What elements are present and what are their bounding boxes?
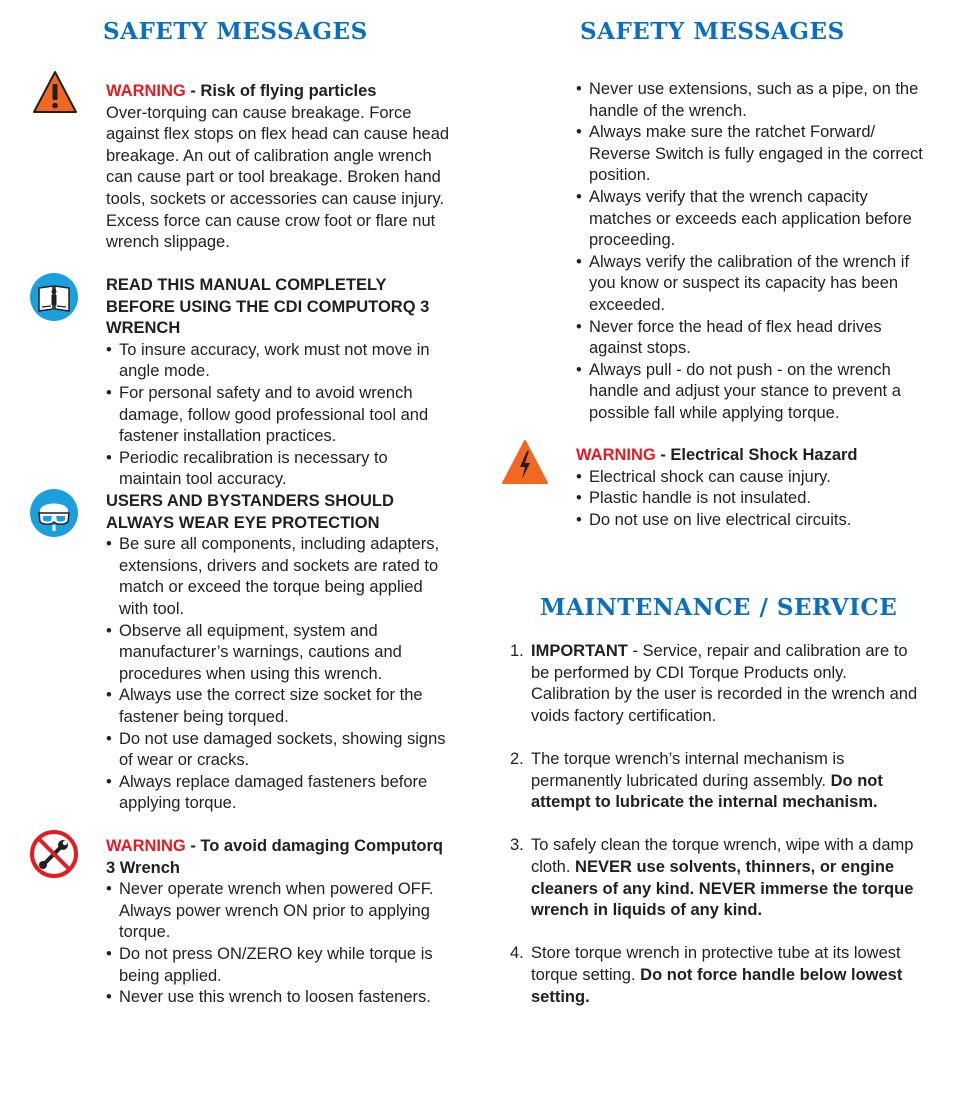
warning-label: WARNING (106, 837, 186, 855)
maintenance-heading: MAINTENANCE / SERVICE (540, 594, 898, 621)
warning-title: - Electrical Shock Hazard (655, 446, 858, 464)
read-manual-section (106, 275, 451, 491)
read-manual-icon (30, 273, 78, 321)
list-item: • Always make sure the ratchet Forward/ Reverse Switch is fully engaged in the correct position. (576, 122, 926, 187)
read-manual-title: READ THIS MANUAL COMPLETELY BEFORE USING THE CDI COMPUTORQ 3 WRENCH (106, 276, 430, 338)
avoid-damage-list (106, 879, 451, 1009)
list-item: • Never use extensions, such as a pipe, on the handle of the wrench. (576, 79, 926, 122)
list-item: • Be sure all components, including adapters, extensions, drivers and sockets are rated to match or exceed the torque being applied with tool. (106, 534, 451, 620)
warning-body: Over-torquing can cause breakage. Force against flex stops on flex head can cause head breakage. An out of calibration angle wrench can cause part or tool breakage. Broken hand tools, sockets or accessories can cause injury. Excess force can cause crow foot or flare nut wrench slippage. (106, 103, 450, 252)
electrical-shock-warning (576, 445, 926, 531)
warning-title: - Risk of flying particles (185, 82, 377, 100)
maintenance-item: 1. IMPORTANT - Service, repair and calibration are to be performed by CDI Torque Products only. Calibration by the user is recorded in the wrench and voids factory certification. (510, 642, 918, 725)
avoid-damage-warning (106, 836, 451, 1009)
maintenance-list (510, 641, 930, 1008)
list-item: • For personal safety and to avoid wrench damage, follow good professional tool and fastener installation practices. (106, 383, 451, 448)
eye-protection-title: USERS AND BYSTANDERS SHOULD ALWAYS WEAR EYE PROTECTION (106, 492, 394, 532)
warning-label: WARNING (576, 446, 656, 464)
eye-protection-icon (30, 489, 78, 537)
list-item: • Always verify that the wrench capacity matches or exceeds each application before proceeding. (576, 187, 926, 252)
electrical-hazard-icon (501, 439, 549, 485)
maintenance-item: 4. Store torque wrench in protective tube at its lowest torque setting. Do not force handle below lowest setting. (510, 944, 903, 1006)
list-item: • To insure accuracy, work must not move in angle mode. (106, 340, 451, 383)
list-item: • Do not use damaged sockets, showing signs of wear or cracks. (106, 729, 451, 772)
safety-continued-list (576, 79, 926, 425)
warning-title: - To avoid damaging Computorq 3 Wrench (106, 837, 444, 877)
list-item: • Always use the correct size socket for the fastener being torqued. (106, 685, 451, 728)
list-item: • Do not use on live electrical circuits. (576, 510, 926, 532)
list-item: • Plastic handle is not insulated. (576, 488, 926, 510)
list-item: • Never operate wrench when powered OFF. Always power wrench ON prior to applying torque. (106, 879, 451, 944)
right-heading: SAFETY MESSAGES (580, 18, 845, 45)
list-item: • Always verify the calibration of the wrench if you know or suspect its capacity has been exceeded. (576, 252, 926, 317)
list-item: • Periodic recalibration is necessary to maintain tool accuracy. (106, 448, 451, 491)
no-wrench-icon (30, 830, 78, 878)
safety-continued (576, 79, 926, 425)
maintenance-item: 3. To safely clean the torque wrench, wipe with a damp cloth. NEVER use solvents, thinners, or engine cleaners of any kind. NEVER immerse the torque wrench in liquids of any kind. (510, 836, 914, 920)
list-item: • Never use this wrench to loosen fasteners. (106, 987, 451, 1009)
warning-triangle-icon (32, 70, 78, 114)
list-item: • Never force the head of flex head drives against stops. (576, 317, 926, 360)
eye-protection-list (106, 534, 451, 815)
list-item: • Always pull - do not push - on the wrench handle and adjust your stance to prevent a possible fall while applying torque. (576, 360, 926, 425)
read-manual-list (106, 340, 451, 491)
flying-particles-warning (106, 81, 456, 254)
list-item: • Electrical shock can cause injury. (576, 467, 926, 489)
warning-label: WARNING (106, 82, 186, 100)
eye-protection-section (106, 491, 451, 815)
list-item: • Do not press ON/ZERO key while torque is being applied. (106, 944, 451, 987)
electrical-shock-list (576, 467, 926, 532)
maintenance-item: 2. The torque wrench’s internal mechanism is permanently lubricated during assembly. Do not attempt to lubricate the internal mechanism. (510, 749, 883, 812)
left-heading: SAFETY MESSAGES (103, 18, 368, 45)
maintenance-section (510, 641, 930, 1030)
list-item: • Always replace damaged fasteners before applying torque. (106, 772, 451, 815)
list-item: • Observe all equipment, system and manufacturer’s warnings, cautions and procedures when using this wrench. (106, 621, 451, 686)
